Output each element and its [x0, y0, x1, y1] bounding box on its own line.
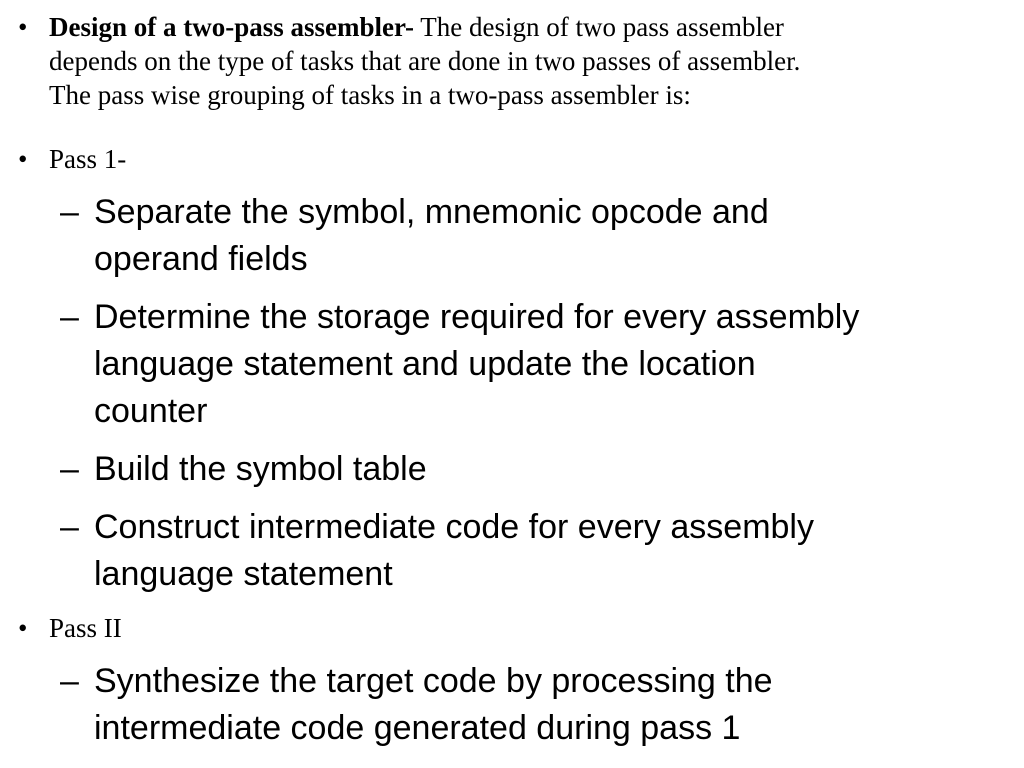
pass1-subitem: [60, 446, 1010, 493]
pass1-bullet-item: [18, 142, 1018, 176]
pass2-subitem: [60, 658, 1010, 752]
subitem-line: Build the symbol table: [94, 450, 427, 488]
dash-icon: –: [60, 662, 79, 700]
intro-bullet-item: [18, 10, 1018, 112]
bullet-icon: •: [18, 12, 28, 42]
subitem-line: counter: [94, 392, 208, 430]
bullet-icon: •: [18, 613, 28, 643]
dash-icon: –: [60, 193, 79, 231]
bullet-icon: •: [18, 144, 28, 174]
subitem-line: language statement: [94, 555, 393, 593]
subitem-line: language statement and update the location: [94, 345, 756, 383]
pass1-label: Pass 1-: [49, 144, 127, 174]
pass1-subitem: [60, 294, 1010, 435]
dash-icon: –: [60, 450, 79, 488]
subitem-line: Synthesize the target code by processing the: [94, 662, 773, 700]
intro-heading: Design of a two-pass assembler-: [49, 12, 414, 42]
subitem-line: Determine the storage required for every assembly: [94, 298, 860, 336]
subitem-line: Separate the symbol, mnemonic opcode and: [94, 193, 769, 231]
pass2-bullet-item: [18, 611, 1018, 645]
intro-text-line3: The pass wise grouping of tasks in a two-pass assembler is:: [49, 80, 691, 110]
pass2-label: Pass II: [49, 613, 122, 643]
subitem-line: operand fields: [94, 240, 308, 278]
intro-text-line1: The design of two pass assembler: [413, 12, 784, 42]
subitem-line: Construct intermediate code for every assembly: [94, 508, 814, 546]
subitem-line: intermediate code generated during pass 1: [94, 709, 741, 747]
dash-icon: –: [60, 508, 79, 546]
intro-text-line2: depends on the type of tasks that are done in two passes of assembler.: [49, 46, 801, 76]
intro-paragraph: [49, 10, 1018, 112]
pass1-subitem: [60, 189, 1010, 283]
pass1-subitem: [60, 504, 1010, 598]
dash-icon: –: [60, 298, 79, 336]
